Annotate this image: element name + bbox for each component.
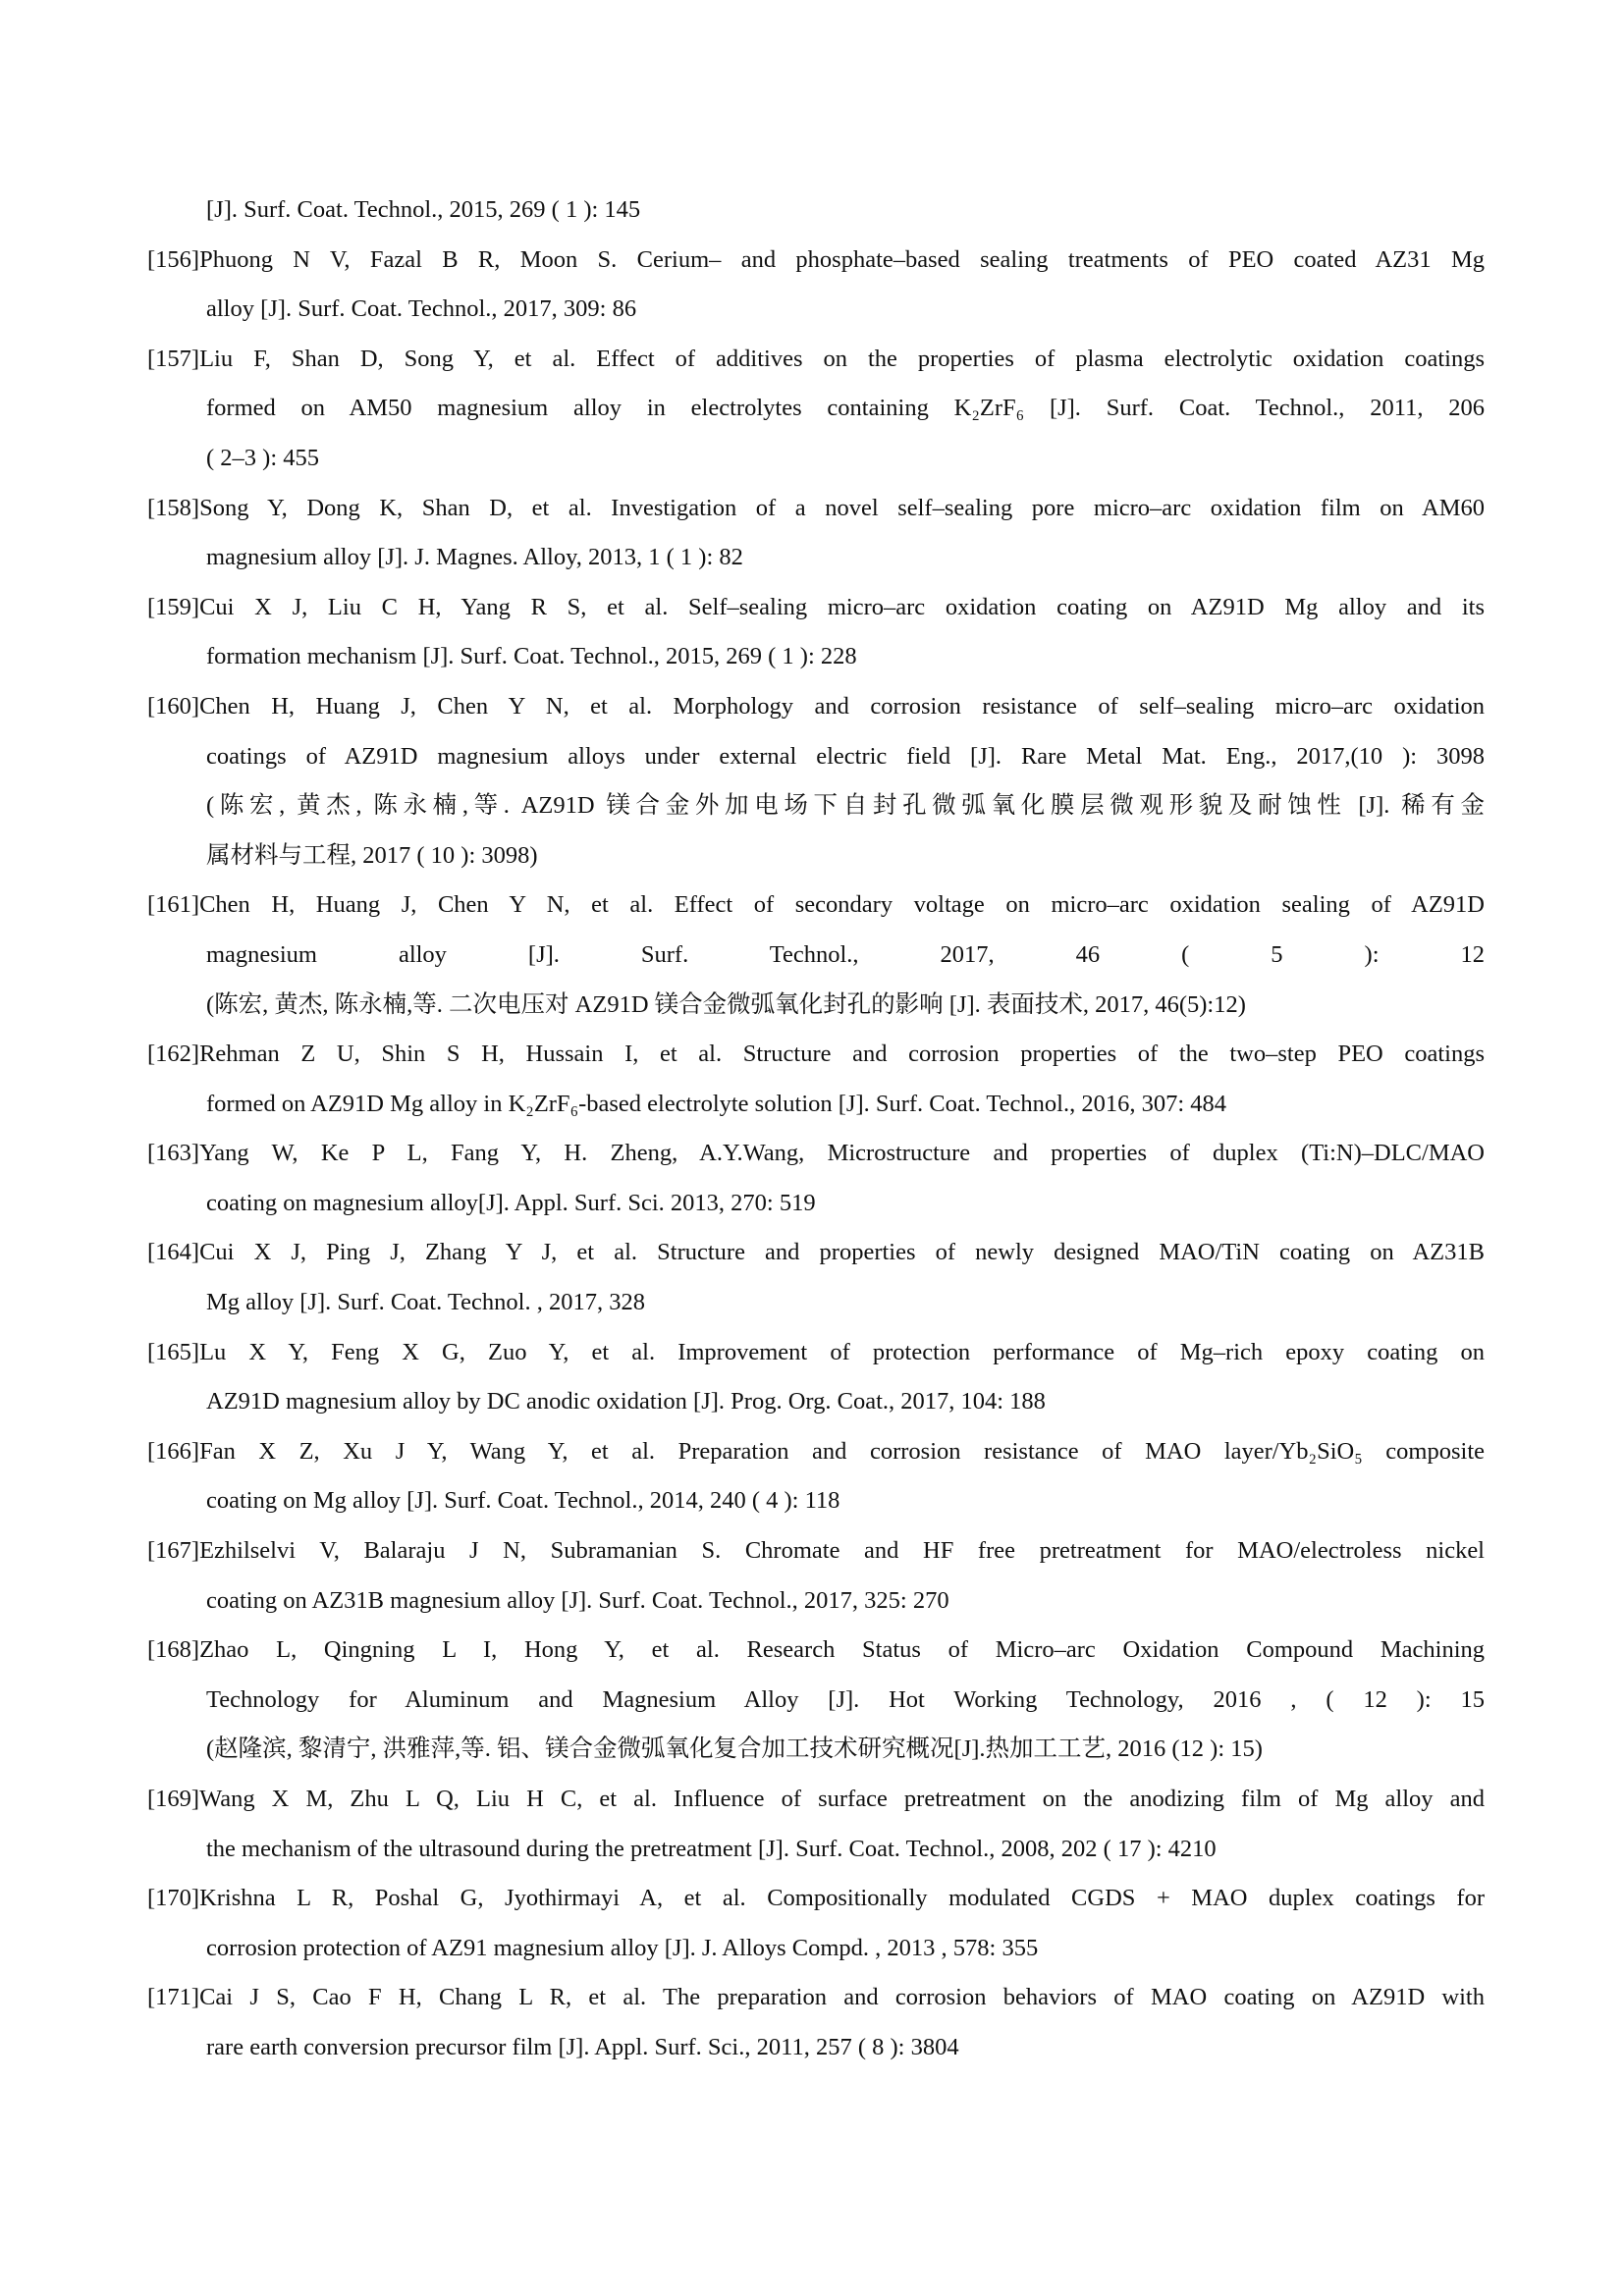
reference-entry (147, 1775, 1485, 1874)
reference-line: [166]Fan X Z, Xu J Y, Wang Y, et al. Preparation and corrosion resistance of MAO layer/Yb₂SiO₅ composite (147, 1437, 1485, 1465)
reference-entry (147, 1228, 1485, 1327)
reference-line: Mg alloy [J]. Surf. Coat. Technol. , 2017, 328 (206, 1289, 645, 1316)
reference-entry (147, 1427, 1485, 1526)
reference-line: magnesium alloy [J]. J. Magnes. Alloy, 2013, 1 ( 1 ): 82 (206, 544, 743, 571)
reference-line: [J]. Surf. Coat. Technol., 2015, 269 ( 1 ): 145 (206, 196, 641, 223)
reference-line: [167]Ezhilselvi V, Balaraju J N, Subramanian S. Chromate and HF free pretreatment for MAO/electroless nickel (147, 1537, 1485, 1565)
reference-line: (陈宏, 黄杰, 陈永楠,等. AZ91D 镁合金外加电场下自封孔微弧氧化膜层微观形貌及耐蚀性 [J]. 稀有金 (206, 792, 1485, 820)
reference-entry (147, 236, 1485, 335)
reference-entry (147, 583, 1485, 682)
reference-line: coating on AZ31B magnesium alloy [J]. Surf. Coat. Technol., 2017, 325: 270 (206, 1586, 949, 1614)
reference-line: alloy [J]. Surf. Coat. Technol., 2017, 309: 86 (206, 295, 637, 323)
reference-line: rare earth conversion precursor film [J]. Appl. Surf. Sci., 2011, 257 ( 8 ): 3804 (206, 2033, 959, 2060)
reference-entry (147, 484, 1485, 583)
reference-line: corrosion protection of AZ91 magnesium alloy [J]. J. Alloys Compd. , 2013 , 578: 355 (206, 1934, 1039, 1961)
reference-line: [162]Rehman Z U, Shin S H, Hussain I, et al. Structure and corrosion properties of the two–step PEO coatings (147, 1041, 1485, 1068)
reference-line: [163]Yang W, Ke P L, Fang Y, H. Zheng, A.Y.Wang, Microstructure and properties of duplex (Ti:N)–DLC/MAO (147, 1140, 1485, 1167)
reference-entry (147, 1874, 1485, 1973)
reference-list (147, 186, 1485, 2073)
reference-line: [164]Cui X J, Ping J, Zhang Y J, et al. Structure and properties of newly designed MAO/TiN coating on AZ31B (147, 1239, 1485, 1266)
reference-entry (147, 1030, 1485, 1129)
reference-entry (147, 1626, 1485, 1775)
reference-line: [159]Cui X J, Liu C H, Yang R S, et al. Self–sealing micro–arc oxidation coating on AZ91D Mg alloy and its (147, 593, 1485, 620)
reference-entry (147, 1328, 1485, 1427)
reference-entry (147, 335, 1485, 484)
reference-line: coatings of AZ91D magnesium alloys under external electric field [J]. Rare Metal Mat. Eng., 2017,(10 ): 3098 (206, 742, 1485, 770)
reference-line: [171]Cai J S, Cao F H, Chang L R, et al. The preparation and corrosion behaviors of MAO coating on AZ91D with (147, 1984, 1485, 2011)
reference-line: [156]Phuong N V, Fazal B R, Moon S. Cerium– and phosphate–based sealing treatments of PEO coated AZ31 Mg (147, 245, 1485, 273)
reference-line: coating on Mg alloy [J]. Surf. Coat. Technol., 2014, 240 ( 4 ): 118 (206, 1487, 840, 1515)
reference-entry (147, 1129, 1485, 1228)
reference-line: magnesium alloy [J]. Surf. Technol., 2017, 46 ( 5 ): 12 (206, 940, 1485, 968)
reference-entry (147, 682, 1485, 881)
reference-line: [161]Chen H, Huang J, Chen Y N, et al. Effect of secondary voltage on micro–arc oxidation sealing of AZ91D (147, 891, 1485, 919)
reference-line: ( 2–3 ): 455 (206, 444, 319, 471)
reference-line: [160]Chen H, Huang J, Chen Y N, et al. Morphology and corrosion resistance of self–sealing micro–arc oxidation (147, 692, 1485, 720)
reference-line: 属材料与工程, 2017 ( 10 ): 3098) (206, 841, 538, 869)
reference-line: [169]Wang X M, Zhu L Q, Liu H C, et al. Influence of surface pretreatment on the anodizing film of Mg alloy and (147, 1786, 1485, 1812)
reference-line: AZ91D magnesium alloy by DC anodic oxidation [J]. Prog. Org. Coat., 2017, 104: 188 (206, 1388, 1046, 1415)
reference-entry (147, 881, 1485, 1030)
reference-line: coating on magnesium alloy[J]. Appl. Surf. Sci. 2013, 270: 519 (206, 1189, 816, 1216)
reference-entry (147, 1973, 1485, 2072)
reference-line: [158]Song Y, Dong K, Shan D, et al. Investigation of a novel self–sealing pore micro–arc oxidation film on AM60 (147, 494, 1485, 521)
reference-line: [170]Krishna L R, Poshal G, Jyothirmayi A, et al. Compositionally modulated CGDS + MAO duplex coatings for (147, 1885, 1485, 1912)
reference-entry (147, 186, 1485, 236)
reference-line: [168]Zhao L, Qingning L I, Hong Y, et al. Research Status of Micro–arc Oxidation Compound Machining (147, 1636, 1485, 1664)
reference-line: [165]Lu X Y, Feng X G, Zuo Y, et al. Improvement of protection performance of Mg–rich epoxy coating on (147, 1338, 1485, 1365)
reference-line: [157]Liu F, Shan D, Song Y, et al. Effect of additives on the properties of plasma electrolytic oxidation coatings (147, 345, 1485, 372)
reference-line: formation mechanism [J]. Surf. Coat. Technol., 2015, 269 ( 1 ): 228 (206, 643, 857, 670)
reference-line: formed on AZ91D Mg alloy in K₂ZrF₆-based electrolyte solution [J]. Surf. Coat. Technol., 2016, 307: 484 (206, 1090, 1227, 1117)
reference-entry (147, 1526, 1485, 1626)
reference-line: (陈宏, 黄杰, 陈永楠,等. 二次电压对 AZ91D 镁合金微弧氧化封孔的影响 [J]. 表面技术, 2017, 46(5):12) (206, 990, 1246, 1018)
reference-line: (赵隆滨, 黎清宁, 洪雅萍,等. 铝、镁合金微弧氧化复合加工技术研究概况[J].热加工工艺, 2016 (12 ): 15) (206, 1735, 1263, 1763)
reference-line: the mechanism of the ultrasound during the pretreatment [J]. Surf. Coat. Technol., 2008, 202 ( 17 ): 4210 (206, 1835, 1217, 1862)
reference-line: formed on AM50 magnesium alloy in electrolytes containing K₂ZrF₆ [J]. Surf. Coat. Technol., 2011, 206 (206, 395, 1485, 422)
reference-line: Technology for Aluminum and Magnesium Alloy [J]. Hot Working Technology, 2016 , ( 12 ): 15 (206, 1685, 1485, 1713)
